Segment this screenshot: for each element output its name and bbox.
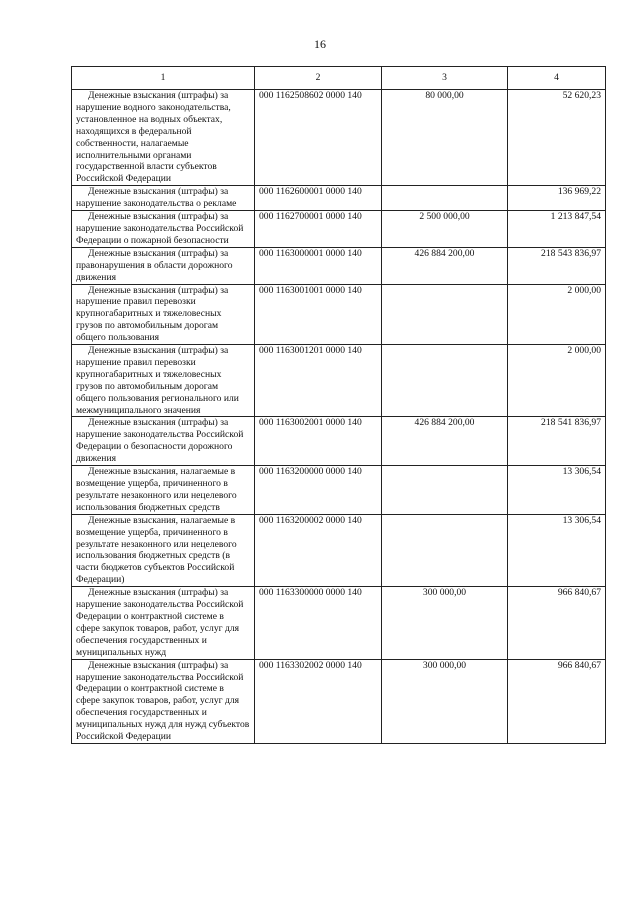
row-code-cell: 000 1162600001 0000 140 xyxy=(255,186,382,211)
row-planned-cell: 2 500 000,00 xyxy=(382,211,508,248)
row-actual-cell: 966 840,67 xyxy=(508,659,606,743)
row-name-cell: Денежные взыскания (штрафы) за нарушение законодательства Российской Федерации о контрактной системе в сфере закупок товаров, работ, услуг для обеспечения государственных и муниципальных нужд для нужд субъектов Российской Федерации xyxy=(72,659,255,743)
row-name-cell: Денежные взыскания (штрафы) за нарушение правил перевозки крупногабаритных и тяжеловесных грузов по автомобильным дорогам общего пользования xyxy=(72,284,255,345)
row-code-cell: 000 1163300000 0000 140 xyxy=(255,587,382,659)
row-name-cell: Денежные взыскания (штрафы) за нарушение законодательства Российской Федерации о контрактной системе в сфере закупок товаров, работ, услуг для обеспечения государственных и муниципальных нужд xyxy=(72,587,255,659)
table-row xyxy=(72,514,606,586)
table-row xyxy=(72,417,606,466)
table-row xyxy=(72,659,606,743)
row-name-cell: Денежные взыскания (штрафы) за нарушение водного законодательства, установленное на водных объектах, находящихся в федеральной собственности, налагаемые исполнительными органами государственной власти субъектов Российской Федерации xyxy=(72,90,255,186)
table-row xyxy=(72,466,606,515)
row-code-cell: 000 1163200002 0000 140 xyxy=(255,514,382,586)
column-header: 2 xyxy=(255,67,382,90)
row-code-cell: 000 1163200000 0000 140 xyxy=(255,466,382,515)
row-name-cell: Денежные взыскания, налагаемые в возмещение ущерба, причиненного в результате незаконного или нецелевого использования бюджетных средств xyxy=(72,466,255,515)
table-header-row xyxy=(72,67,606,90)
row-name-cell: Денежные взыскания (штрафы) за нарушение правил перевозки крупногабаритных и тяжеловесных грузов по автомобильным дорогам общего пользования регионального или межмуниципального значения xyxy=(72,345,255,417)
table-row xyxy=(72,247,606,284)
row-code-cell: 000 1163002001 0000 140 xyxy=(255,417,382,466)
row-planned-cell xyxy=(382,284,508,345)
table-row xyxy=(72,186,606,211)
row-code-cell: 000 1163001001 0000 140 xyxy=(255,284,382,345)
column-header: 1 xyxy=(72,67,255,90)
row-name-cell: Денежные взыскания (штрафы) за правонарушения в области дорожного движения xyxy=(72,247,255,284)
row-name-cell: Денежные взыскания, налагаемые в возмещение ущерба, причиненного в результате незаконного или нецелевого использования бюджетных средств (в части бюджетов субъектов Российской Федерации) xyxy=(72,514,255,586)
row-actual-cell: 2 000,00 xyxy=(508,345,606,417)
column-header: 3 xyxy=(382,67,508,90)
row-actual-cell: 1 213 847,54 xyxy=(508,211,606,248)
row-actual-cell: 13 306,54 xyxy=(508,466,606,515)
revenue-table xyxy=(71,66,606,744)
column-header: 4 xyxy=(508,67,606,90)
row-code-cell: 000 1162700001 0000 140 xyxy=(255,211,382,248)
row-name-cell: Денежные взыскания (штрафы) за нарушение законодательства о рекламе xyxy=(72,186,255,211)
row-actual-cell: 13 306,54 xyxy=(508,514,606,586)
table-row xyxy=(72,345,606,417)
row-planned-cell: 426 884 200,00 xyxy=(382,247,508,284)
row-name-cell: Денежные взыскания (штрафы) за нарушение законодательства Российской Федерации о безопасности дорожного движения xyxy=(72,417,255,466)
row-name-cell: Денежные взыскания (штрафы) за нарушение законодательства Российской Федерации о пожарной безопасности xyxy=(72,211,255,248)
table-row xyxy=(72,284,606,345)
row-planned-cell xyxy=(382,345,508,417)
row-planned-cell xyxy=(382,514,508,586)
row-code-cell: 000 1163001201 0000 140 xyxy=(255,345,382,417)
table-row xyxy=(72,587,606,659)
table-row xyxy=(72,211,606,248)
row-actual-cell: 136 969,22 xyxy=(508,186,606,211)
row-planned-cell: 300 000,00 xyxy=(382,659,508,743)
row-planned-cell: 426 884 200,00 xyxy=(382,417,508,466)
row-code-cell: 000 1163000001 0000 140 xyxy=(255,247,382,284)
row-actual-cell: 218 543 836,97 xyxy=(508,247,606,284)
row-actual-cell: 2 000,00 xyxy=(508,284,606,345)
row-planned-cell xyxy=(382,186,508,211)
row-actual-cell: 966 840,67 xyxy=(508,587,606,659)
row-actual-cell: 218 541 836,97 xyxy=(508,417,606,466)
row-planned-cell xyxy=(382,466,508,515)
row-code-cell: 000 1163302002 0000 140 xyxy=(255,659,382,743)
row-code-cell: 000 1162508602 0000 140 xyxy=(255,90,382,186)
row-planned-cell: 80 000,00 xyxy=(382,90,508,186)
table-row xyxy=(72,90,606,186)
row-planned-cell: 300 000,00 xyxy=(382,587,508,659)
row-actual-cell: 52 620,23 xyxy=(508,90,606,186)
page-number: 16 xyxy=(314,37,326,51)
